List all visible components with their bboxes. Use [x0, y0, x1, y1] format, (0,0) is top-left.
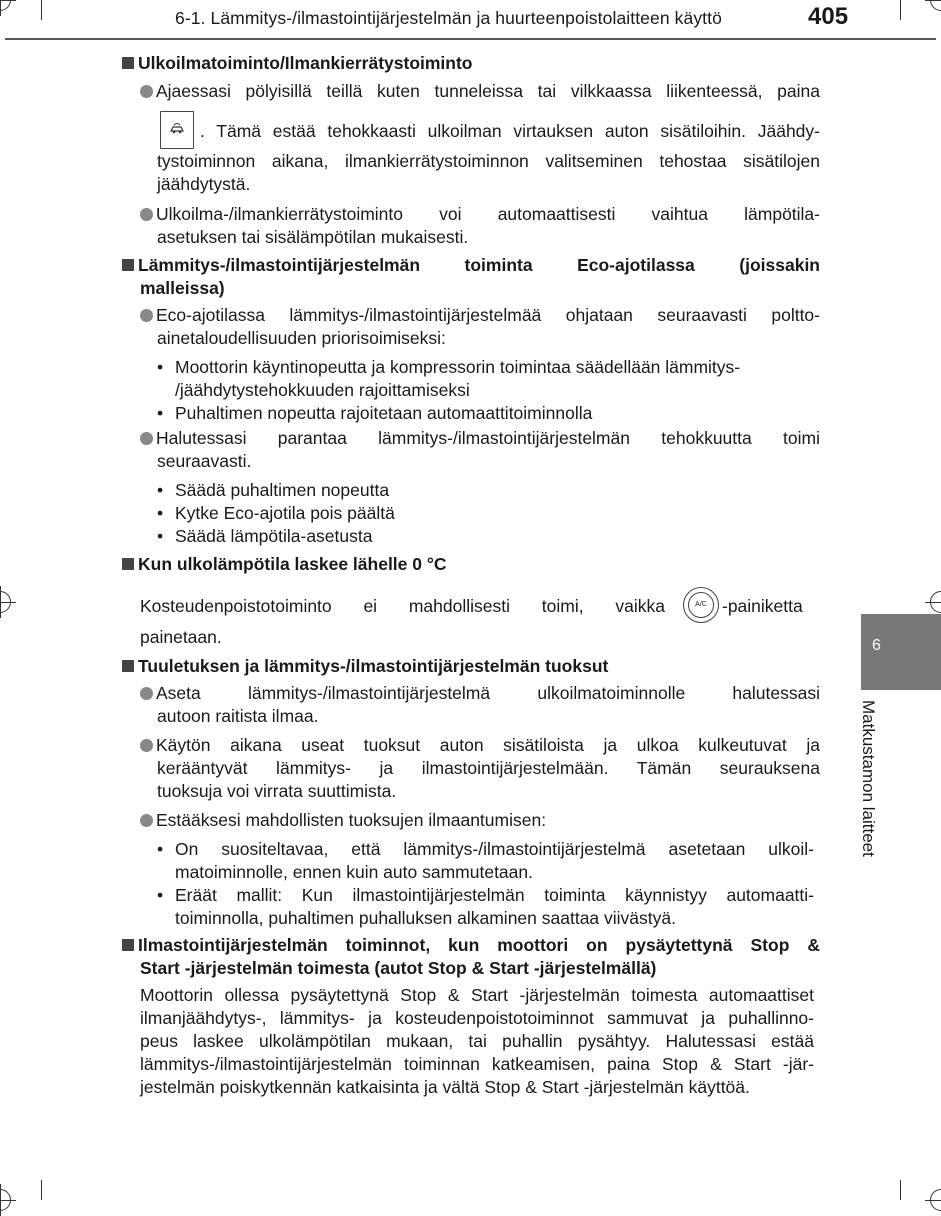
crop-mark	[41, 1180, 42, 1200]
section-heading: Tuuletuksen ja lämmitys-/ilmastointijärjestelmän tuoksut	[122, 655, 608, 677]
paragraph-line: . Tämä estää tehokkaasti ulkoilman virtauksen auton sisätiloihin. Jäähdy-	[200, 121, 820, 141]
list-item: toiminnolla, puhaltimen puhalluksen alkaminen saattaa viivästyä.	[175, 908, 676, 928]
list-item: • Kytke Eco-ajotila pois päältä	[157, 503, 395, 523]
registration-mark-icon	[0, 591, 11, 613]
circle-bullet-icon	[140, 432, 153, 445]
paragraph-line: jäähdytystä.	[157, 174, 251, 194]
list-item: • Säädä lämpötila-asetusta	[157, 526, 373, 546]
paragraph-line: Käytön aikana useat tuoksut auton sisätiloista ja ulkoa kulkeutuvat ja	[140, 734, 820, 756]
circle-bullet-icon	[140, 85, 153, 98]
car-recirculation-icon	[169, 121, 185, 137]
section-heading: Lämmitys-/ilmastointijärjestelmän toiminta Eco-ajotilassa (joissakin	[122, 254, 820, 276]
paragraph-line: tuoksuja voi virrata suuttimista.	[157, 781, 397, 801]
paragraph-line: painetaan.	[140, 627, 222, 647]
header-divider	[5, 38, 936, 40]
list-item: • On suositeltavaa, että lämmitys-/ilmastointijärjestelmä asetetaan ulkoil-	[157, 839, 814, 859]
paragraph-line: tystoiminnon aikana, ilmankierrätystoiminnon valitseminen tehostaa sisätilojen	[157, 151, 820, 171]
paragraph-line: seuraavasti.	[157, 451, 252, 471]
paragraph-line: Ajaessasi pölyisillä teillä kuten tunneleissa tai vilkkaassa liikenteessä, paina	[140, 80, 820, 102]
paragraph-line: ilmanjäähdytys-, lämmitys- ja kosteudenpoistotoiminnot sammuvat ja puhallinno-	[140, 1008, 814, 1028]
ac-button-icon	[683, 587, 719, 623]
paragraph-line: ainetaloudellisuuden priorisoimiseksi:	[157, 328, 446, 348]
paragraph-line: Estääksesi mahdollisten tuoksujen ilmaantumisen:	[140, 809, 546, 831]
section-heading: Start -järjestelmän toimesta (autot Stop & Start -järjestelmällä)	[140, 958, 657, 978]
recirculation-button-icon	[160, 111, 194, 149]
circle-bullet-icon	[140, 309, 153, 322]
paragraph-line: Ulkoilma-/ilmankierrätystoiminto voi automaattisesti vaihtua lämpötila-	[140, 203, 820, 225]
paragraph-line: autoon raitista ilmaa.	[157, 706, 319, 726]
circle-bullet-icon	[140, 687, 153, 700]
registration-mark-icon	[930, 0, 941, 11]
square-bullet-icon	[122, 660, 134, 672]
list-item: • Moottorin käyntinopeutta ja kompressorin toimintaa säädellään lämmitys-	[157, 357, 741, 377]
list-item: • Säädä puhaltimen nopeutta	[157, 480, 390, 500]
page-number: 405	[808, 3, 849, 30]
running-header: 6-1. Lämmitys-/ilmastointijärjestelmän ja huurteenpoistolaitteen käyttö	[175, 8, 722, 28]
paragraph-line: asetuksen tai sisälämpötilan mukaisesti.	[157, 227, 469, 247]
section-heading: malleissa)	[140, 278, 225, 298]
square-bullet-icon	[122, 558, 134, 570]
paragraph-line: lämmitys-/ilmastointijärjestelmän toiminnan katkeamisen, paina Stop & Start -jär-	[140, 1054, 814, 1074]
circle-bullet-icon	[140, 739, 153, 752]
paragraph-line: peus laskee ulkolämpötilan mukaan, tai puhallin pysähtyy. Halutessasi estää	[140, 1031, 814, 1051]
section-heading: Ulkoilmatoiminto/Ilmankierrätystoiminto	[122, 52, 473, 74]
registration-mark-icon	[0, 0, 11, 11]
paragraph-line: -painiketta	[722, 596, 803, 616]
section-heading: Kun ulkolämpötila laskee lähelle 0 °C	[122, 553, 447, 575]
list-item: • Puhaltimen nopeutta rajoitetaan automaattitoiminnolla	[157, 403, 593, 423]
paragraph-line: kerääntyvät lämmitys- ja ilmastointijärjestelmään. Tämän seurauksena	[157, 758, 820, 778]
square-bullet-icon	[122, 57, 134, 69]
section-heading: Ilmastointijärjestelmän toiminnot, kun moottori on pysäytettynä Stop &	[122, 934, 820, 956]
registration-mark-icon	[0, 1189, 11, 1211]
paragraph-line: Moottorin ollessa pysäytettynä Stop & Start -järjestelmän toimesta automaattiset	[140, 985, 814, 1005]
paragraph-line: Aseta lämmitys-/ilmastointijärjestelmä ulkoilmatoiminnolle halutessasi	[140, 682, 820, 704]
list-item: matoiminnolle, ennen kuin auto sammutetaan.	[175, 862, 533, 882]
crop-mark	[900, 0, 901, 20]
chapter-number: 6	[872, 637, 881, 654]
ac-button-label: A/C	[688, 592, 714, 618]
crop-mark	[41, 0, 42, 20]
circle-bullet-icon	[140, 208, 153, 221]
paragraph-line: jestelmän poiskytkennän katkaisinta ja vältä Stop & Start -järjestelmän käyttöä.	[140, 1077, 750, 1097]
square-bullet-icon	[122, 939, 134, 951]
list-item: /jäähdytystehokkuuden rajoittamiseksi	[175, 380, 470, 400]
paragraph-line: Eco-ajotilassa lämmitys-/ilmastointijärjestelmää ohjataan seuraavasti poltto-	[140, 304, 820, 326]
circle-bullet-icon	[140, 814, 153, 827]
registration-mark-icon	[930, 591, 941, 613]
crop-mark	[900, 1180, 901, 1200]
chapter-label: Matkustamon laitteet	[859, 700, 878, 857]
list-item: • Eräät mallit: Kun ilmastointijärjestelmän toiminta käynnistyy automaatti-	[157, 885, 814, 905]
paragraph-line: Halutessasi parantaa lämmitys-/ilmastointijärjestelmän tehokkuutta toimi	[140, 427, 820, 449]
registration-mark-icon	[930, 1189, 941, 1211]
square-bullet-icon	[122, 259, 134, 271]
paragraph-line: Kosteudenpoistotoiminto ei mahdollisesti toimi, vaikka	[140, 596, 665, 616]
